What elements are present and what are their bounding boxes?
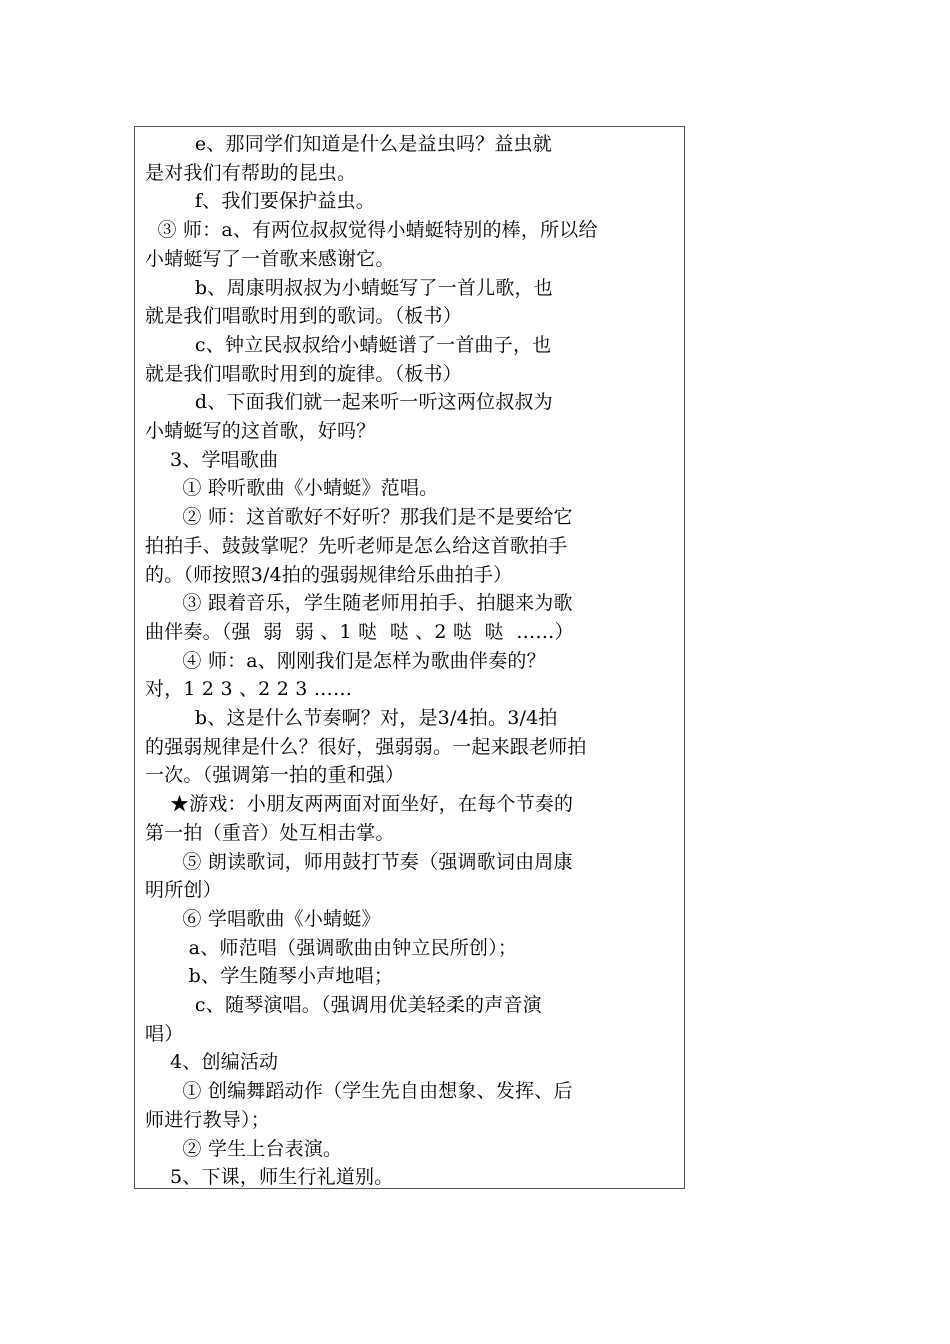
text-line: f、我们要保护益虫。 (145, 190, 375, 213)
text-line: c、随琴演唱。（强调用优美轻柔的声音演 (145, 994, 542, 1016)
text-line: e、那同学们知道是什么是益虫吗？益虫就 (145, 133, 552, 155)
text-line: ② 学生上台表演。 (145, 1137, 343, 1160)
text-line: b、周康明叔叔为小蜻蜓写了一首儿歌，也 (145, 276, 553, 299)
text-line: 拍拍手、鼓鼓掌呢？先听老师是怎么给这首歌拍手 (145, 534, 568, 557)
text-line: 5、下课，师生行礼道别。 (145, 1166, 394, 1189)
text-line: 一次。（强调第一拍的重和强） (145, 764, 405, 787)
text-line: 师进行教导）； (145, 1108, 270, 1131)
text-line: c、钟立民叔叔给小蜻蜓谱了一首曲子，也 (145, 333, 552, 356)
text-line: 3、学唱歌曲 (145, 448, 279, 471)
text-line: 4、创编活动 (145, 1051, 279, 1074)
text-line: b、这是什么节奏啊？对，是3/4拍。3/4拍 (145, 707, 558, 729)
text-line: 的强弱规律是什么？很好，强弱弱。一起来跟老师拍 (145, 735, 587, 758)
text-line: 是对我们有帮助的昆虫。 (145, 161, 357, 184)
text-line: ⑥ 学唱歌曲《小蜻蜓》 (145, 907, 381, 930)
text-line: ① 创编舞蹈动作（学生先自由想象、发挥、后 (145, 1080, 573, 1103)
text-line: 第一拍（重音）处互相击掌。 (145, 821, 395, 844)
text-line: 小蜻蜓写了一首歌来感谢它。 (145, 247, 395, 270)
text-line: b、学生随琴小声地唱； (145, 965, 394, 988)
text-line: 对，1 2 3 、2 2 3 …… (145, 678, 353, 701)
text-line: ④ 师：a、刚刚我们是怎样为歌曲伴奏的？ (145, 649, 546, 672)
text-line: 明所创） (145, 879, 222, 902)
text-line: 就是我们唱歌时用到的歌词。（板书） (145, 305, 462, 328)
text-line: ① 聆听歌曲《小蜻蜓》范唱。 (145, 477, 439, 500)
text-line: d、下面我们就一起来听一听这两位叔叔为 (145, 391, 553, 414)
text-line: 唱） (145, 1022, 184, 1045)
text-line: ⑤ 朗读歌词，师用鼓打节奏（强调歌词由周康 (145, 850, 573, 873)
text-line: a、师范唱（强调歌曲由钟立民所创）； (145, 936, 518, 959)
text-line: ③ 跟着音乐，学生随老师用拍手、拍腿来为歌 (145, 592, 573, 615)
text-line: 小蜻蜓写的这首歌，好吗？ (145, 420, 376, 442)
text-line: ③ 师：a、有两位叔叔觉得小蜻蜓特别的棒，所以给 (145, 219, 598, 242)
text-line: 就是我们唱歌时用到的旋律。（板书） (145, 362, 462, 385)
text-line: 的。（师按照3/4拍的强弱规律给乐曲拍手） (145, 563, 513, 586)
text-line: ★游戏：小朋友两两面对面坐好，在每个节奏的 (145, 793, 574, 816)
text-line: ② 师：这首歌好不好听？那我们是不是要给它 (145, 506, 573, 529)
text-line: 曲伴奏。（强 弱 弱 、1 哒 哒 、2 哒 哒 ……） (145, 620, 574, 643)
